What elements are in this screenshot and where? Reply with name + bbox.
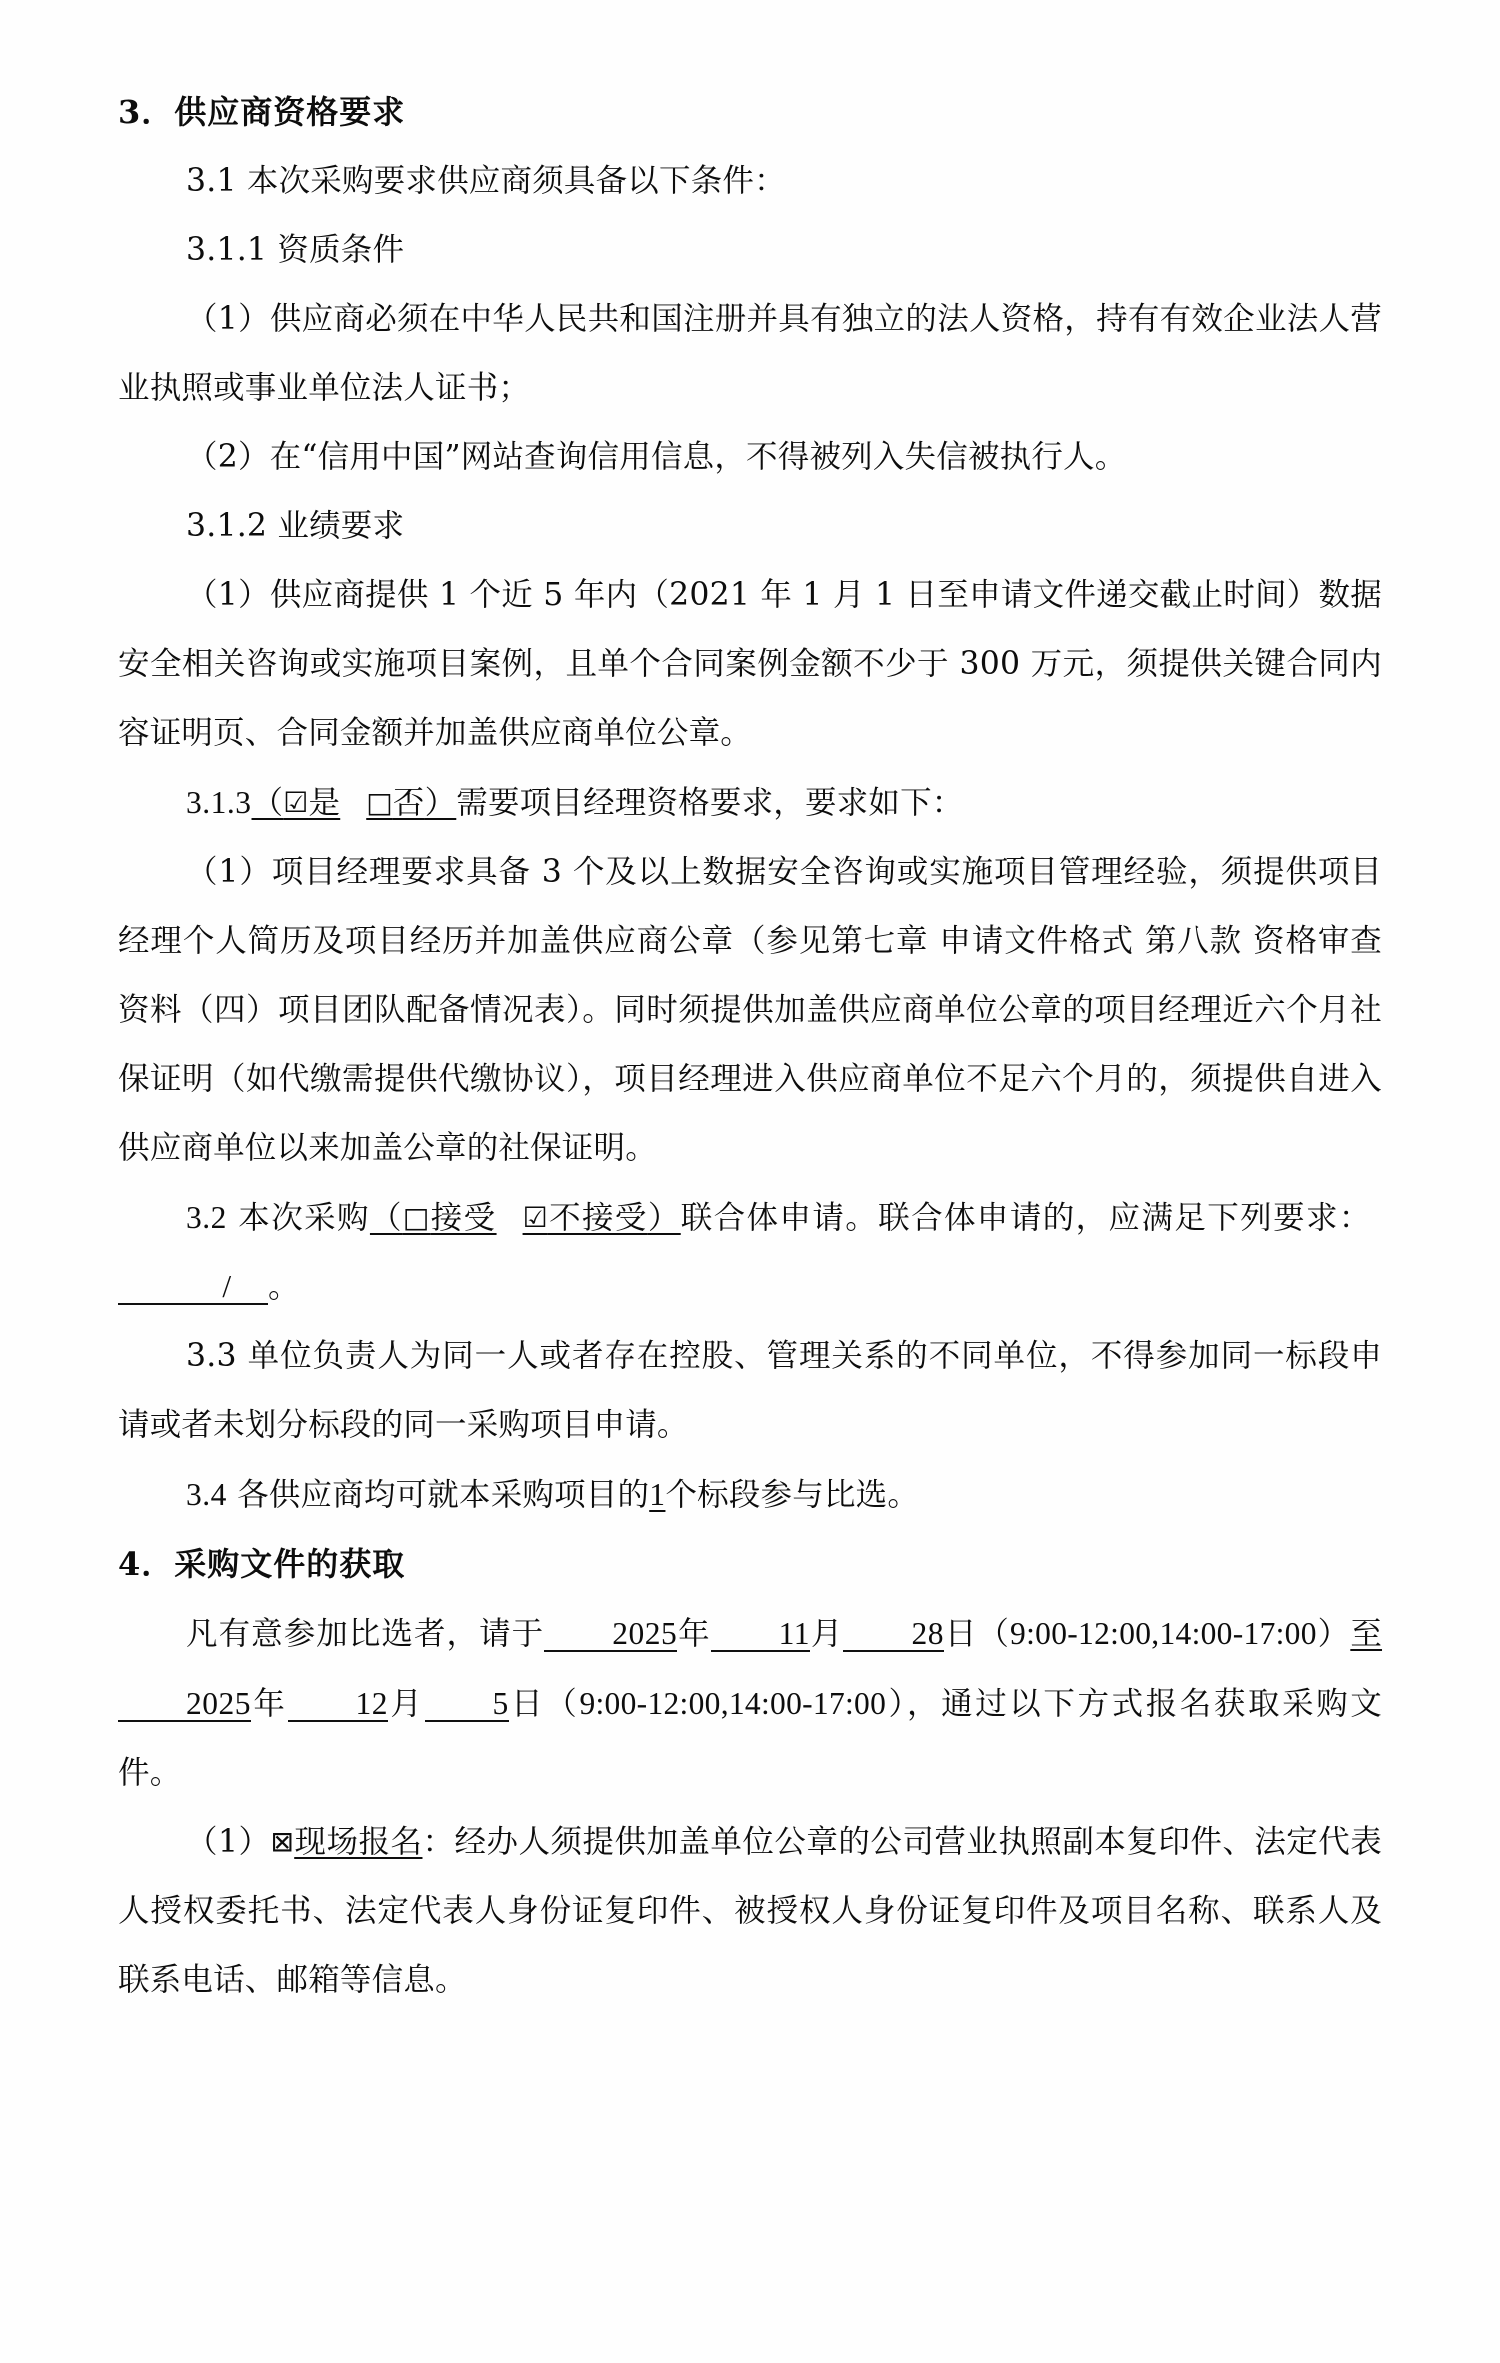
checkbox-no-unchecked[interactable]: □	[366, 786, 393, 819]
paragraph-3-1-3-item-1: （1）项目经理要求具备 3 个及以上数据安全咨询或实施项目管理经验，须提供项目经理个人简历及项目经历并加盖供应商公章（参见第七章 申请文件格式 第八款 资格审查资料（四）项目团队配备情况表）。同时须提供加盖供应商单位公章的项目经理近六个月社保证明（如代缴需提供代缴协议），项目经理进入供应商单位不足六个月的，须提供自进入供应商单位以来加盖公章的社保证明。	[118, 854, 1382, 1166]
paragraph-4-item-1-onsite-registration	[118, 1808, 1382, 2015]
checkbox-crossed-onsite[interactable]: ⊠	[270, 1825, 295, 1858]
label-accept: 接受	[430, 1200, 497, 1236]
paren-close: ）	[424, 785, 457, 821]
clause-number-3-4: 3.4	[186, 1477, 227, 1512]
checkbox-yes-checked[interactable]: ☑	[283, 786, 309, 819]
checkbox-accept-unchecked[interactable]: □	[402, 1201, 431, 1234]
paragraph-3-3: 3.3 单位负责人为同一人或者存在控股、管理关系的不同单位，不得参加同一标段申请或者未划分标段的同一采购项目申请。	[118, 1338, 1382, 1443]
start-day-value[interactable]: 28	[843, 1617, 944, 1652]
checkbox-reject-checked[interactable]: ☑	[522, 1201, 548, 1234]
project-manager-requirement-choice-group	[252, 785, 457, 821]
onsite-registration-label: 现场报名	[294, 1824, 423, 1860]
day-label-end: 日	[508, 1686, 546, 1722]
label-reject: 不接受	[547, 1200, 648, 1236]
onsite-registration-body: 经办人须提供加盖单位公章的公司营业执照副本复印件、法定代表人授权委托书、法定代表人身份证复印件、被授权人身份证复印件及项目名称、联系人及联系电话、邮箱等信息。	[118, 1824, 1382, 1998]
end-time-range: （9:00-12:00,14:00-17:00）	[545, 1686, 908, 1721]
clause-3-2-end: 。	[268, 1269, 300, 1305]
colon: ：	[422, 1824, 455, 1860]
paragraph-3-1-1-item-1: （1）供应商必须在中华人民共和国注册并具有独立的法人资格，持有有效企业法人营业执照或事业单位法人证书；	[118, 301, 1382, 406]
paragraph-3-4	[118, 1460, 1382, 1530]
month-label-end: 月	[388, 1686, 425, 1722]
clause-3-2-lead: 本次采购	[238, 1200, 370, 1236]
end-year-value[interactable]: 2025	[118, 1687, 251, 1722]
year-label-end: 年	[251, 1686, 288, 1722]
start-year-value[interactable]: 2025	[544, 1617, 677, 1652]
end-month-value[interactable]: 12	[288, 1687, 389, 1722]
label-no: 否	[392, 785, 425, 821]
paragraph-3-1-3	[118, 768, 1382, 838]
paragraph-3-1: 3.1 本次采购要求供应商须具备以下条件：	[186, 163, 786, 199]
paragraph-3-1-2-heading: 3.1.2 业绩要求	[186, 508, 405, 544]
start-time-range: （9:00-12:00,14:00-17:00）	[977, 1616, 1351, 1651]
year-label: 年	[677, 1616, 711, 1652]
heading-3-supplier-qualification: 3．供应商资格要求	[118, 93, 406, 131]
label-yes: 是	[308, 785, 341, 821]
consortium-requirements-blank[interactable]: /	[118, 1270, 268, 1305]
month-label: 月	[810, 1616, 844, 1652]
paren-open: （	[251, 785, 284, 821]
registration-tail: ，通过以下方式报名获取采购文件。	[118, 1686, 1382, 1791]
item-paren: （1）	[186, 1824, 271, 1860]
paragraph-3-1-1-heading: 3.1.1 资质条件	[186, 232, 405, 268]
paragraph-3-1-2-item-1: （1）供应商提供 1 个近 5 年内（2021 年 1 月 1 日至申请文件递交截止时间）数据安全相关咨询或实施项目案例，且单个合同案例金额不少于 300 万元，须提供关键合同内容证明页、合同金额并加盖供应商单位公章。	[118, 577, 1382, 751]
clause-3-1-3-tail: 需要项目经理资格要求，要求如下：	[456, 785, 964, 821]
paren-close: ）	[647, 1200, 681, 1236]
clause-number-3-2: 3.2	[186, 1200, 227, 1235]
paragraph-3-1-1-item-2: （2）在“信用中国”网站查询信用信息，不得被列入失信被执行人。	[186, 439, 1127, 475]
lot-count-value[interactable]: 1	[649, 1477, 666, 1512]
clause-number-3-1-3: 3.1.3	[186, 785, 252, 820]
registration-lead: 凡有意参加比选者，请于	[186, 1616, 545, 1652]
paren-open: （	[369, 1200, 403, 1236]
end-day-value[interactable]: 5	[425, 1687, 509, 1722]
heading-4-document-acquisition: 4．采购文件的获取	[118, 1545, 406, 1583]
day-label: 日	[943, 1616, 978, 1652]
clause-3-4-tail: 个标段参与比选。	[665, 1477, 920, 1513]
clause-3-2-tail: 联合体申请。联合体申请的，应满足下列要求：	[680, 1200, 1372, 1236]
paragraph-4-registration-window	[118, 1599, 1382, 1808]
clause-3-4-lead: 各供应商均可就本采购项目的	[237, 1477, 650, 1513]
document-body	[118, 78, 1382, 2015]
start-month-value[interactable]: 11	[711, 1617, 810, 1652]
consortium-choice-group	[370, 1200, 681, 1236]
paragraph-3-2	[118, 1183, 1382, 1322]
to-label: 至	[1350, 1616, 1383, 1652]
